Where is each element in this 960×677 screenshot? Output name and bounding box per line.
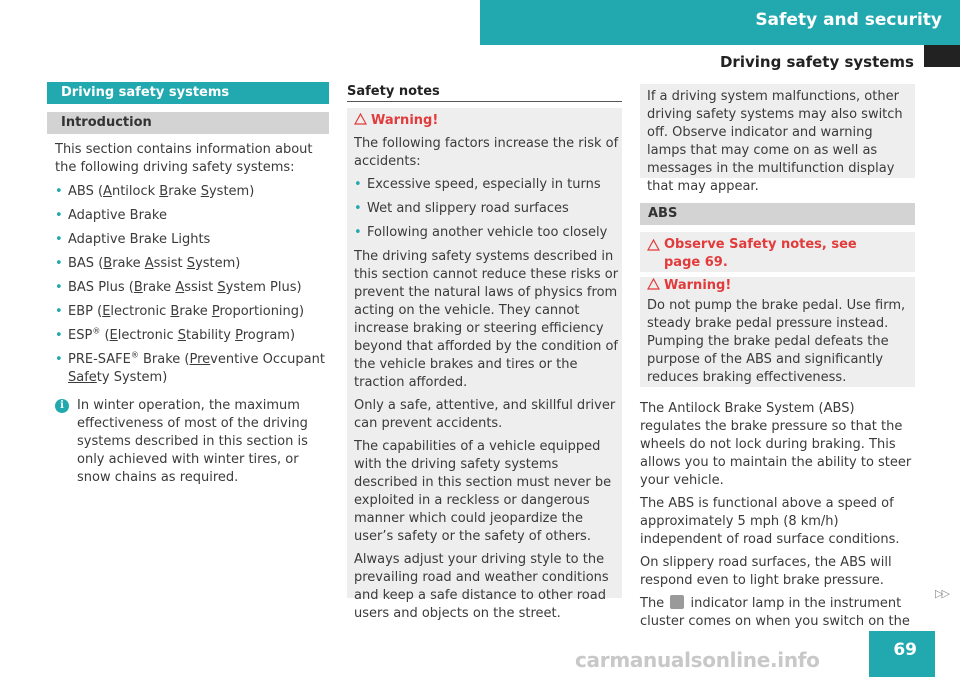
warning-text: Do not pump the brake pedal. Use firm, steady brake pedal pressure instead. Pumping the brake pedal defeats the purpose of the ABS and significantly reduces braking effectiveness. xyxy=(647,298,906,385)
warning-paragraph: The capabilities of a vehicle equipped with the driving safety systems described in this section must never be exploited in a reckless or dangerous manner which could jeopardize the user’s safety or the safety of others. xyxy=(354,439,612,544)
warning-paragraph: The driving safety systems described in this section cannot reduce these risks or prevent the natural laws of physics from acting on the vehicle. They cannot increase braking or steering efficiency beyond that afforded by the condition of the vehicle brakes and tires or the traction afforded. xyxy=(354,249,619,390)
page-number: 69 xyxy=(893,640,917,660)
warning-intro: The following factors increase the risk of accidents: xyxy=(354,136,619,169)
list-item-bas-plus: • BAS Plus (Brake Assist System Plus) xyxy=(55,279,335,297)
list-item-presafe: • PRE-SAFE® Brake (Preventive Occupant Safety System) xyxy=(55,351,335,387)
list-item: • Excessive speed, especially in turns xyxy=(354,176,619,194)
observe-notes-heading: Observe Safety notes, see page 69. xyxy=(647,236,907,272)
title-rule xyxy=(347,101,622,102)
column-abs-text xyxy=(640,400,918,636)
subsection-bar-abs: ABS xyxy=(640,203,915,225)
info-icon: i xyxy=(55,399,69,413)
warning-triangle-icon xyxy=(354,113,367,125)
warning-heading: Warning! xyxy=(354,112,619,130)
list-item-bas: • BAS (Brake Assist System) xyxy=(55,255,335,273)
warning-heading: Warning! xyxy=(647,277,912,295)
warning-paragraph: Always adjust your driving style to the prevailing road and weather conditions and keep a safe distance to other road users and objects on the street. xyxy=(354,552,609,621)
risk-factors-list xyxy=(354,176,619,242)
malfunction-note-box xyxy=(640,84,915,194)
info-note xyxy=(55,397,335,487)
list-item-ebp: • EBP (Electronic Brake Proportioning) xyxy=(55,303,335,321)
observe-notes-box xyxy=(640,232,915,272)
abs-paragraph: The indicator lamp in the instrument cluster comes on when you switch on the xyxy=(640,596,910,629)
systems-list xyxy=(55,183,335,387)
abs-indicator-lamp-icon xyxy=(670,595,684,609)
subsection-bar-introduction: Introduction xyxy=(47,112,329,134)
safety-notes-title: Safety notes xyxy=(347,84,440,99)
watermark: carmanualsonline.info xyxy=(575,648,820,672)
chapter-title: Safety and security xyxy=(755,10,942,30)
warning-box-abs xyxy=(640,277,915,387)
malfunction-text: If a driving system malfunctions, other driving safety systems may also switch off. Observe indicator and warning lamps that may come on as well as messages in the multifunction display that may appear. xyxy=(647,89,903,194)
info-note-text: In winter operation, the maximum effectiveness of most of the driving systems described in this section is only achieved with winter tires, or snow chains as required. xyxy=(77,398,308,485)
abs-paragraph: The Antilock Brake System (ABS) regulates the brake pressure so that the wheels do not lock during braking. This allows you to maintain the ability to steer your vehicle. xyxy=(640,401,912,488)
continue-arrow-icon: ▷▷ xyxy=(935,587,948,600)
abs-paragraph: The ABS is functional above a speed of approximately 5 mph (8 km/h) independent of road surface conditions. xyxy=(640,496,900,547)
list-item: • Wet and slippery road surfaces xyxy=(354,200,619,218)
header-tab-marker xyxy=(924,45,960,67)
column-introduction xyxy=(55,141,335,487)
warning-box-safety-notes xyxy=(347,108,622,621)
abs-paragraph: On slippery road surfaces, the ABS will respond even to light brake pressure. xyxy=(640,555,892,588)
page-number-box xyxy=(869,631,935,677)
warning-triangle-icon xyxy=(647,278,660,290)
list-item-esp: • ESP® (Electronic Stability Program) xyxy=(55,327,335,345)
intro-text: This section contains information about the following driving safety systems: xyxy=(55,142,313,175)
warning-paragraph: Only a safe, attentive, and skillful driver can prevent accidents. xyxy=(354,398,616,431)
section-bar-driving-safety: Driving safety systems xyxy=(47,82,329,104)
list-item-adaptive-brake-lights: • Adaptive Brake Lights xyxy=(55,231,335,249)
list-item-abs: • ABS (Antilock Brake System) xyxy=(55,183,335,201)
list-item: • Following another vehicle too closely xyxy=(354,224,619,242)
list-item-adaptive-brake: • Adaptive Brake xyxy=(55,207,335,225)
section-title: Driving safety systems xyxy=(719,53,914,71)
warning-triangle-icon xyxy=(647,239,660,251)
